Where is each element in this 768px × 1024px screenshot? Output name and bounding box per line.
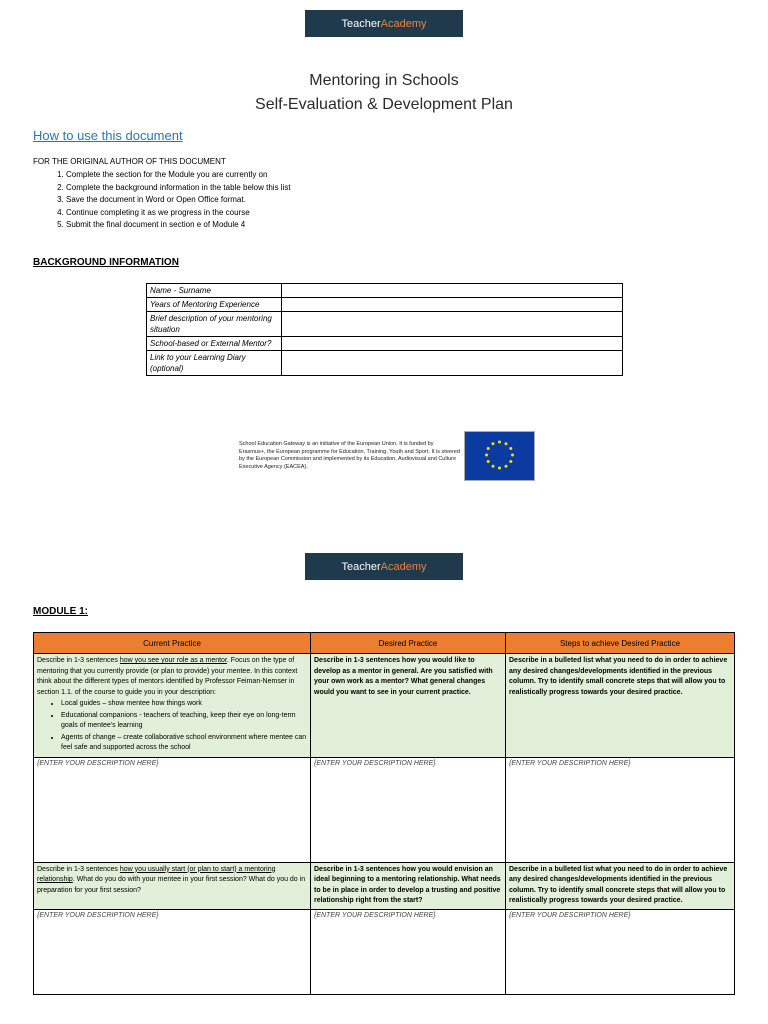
list-item: 1. Complete the section for the Module you are currently on [66, 169, 291, 182]
entry-cell[interactable]: {ENTER YOUR DESCRIPTION HERE} [311, 757, 506, 862]
entry-cell[interactable]: {ENTER YOUR DESCRIPTION HERE} [506, 757, 735, 862]
table-row [147, 337, 623, 351]
list-item: • Local guides – show mentee how things work [61, 699, 307, 710]
eu-funding-text: School Education Gateway is an initiative of the European Union. It is funded by Erasmus+, the European programme for Education, Training, Youth and Sport. It is steered by the European Commission and implemented by its Education, Audiovisual and Culture Executive Agency (EACEA). [239, 441, 460, 470]
table-cell-label: Name - Surname [147, 284, 282, 298]
table-cell-input[interactable] [282, 312, 623, 337]
entry-cell[interactable]: {ENTER YOUR DESCRIPTION HERE} [506, 909, 735, 994]
column-header: Steps to achieve Desired Practice [506, 633, 735, 654]
column-header: Desired Practice [311, 633, 506, 654]
module-heading: MODULE 1: [33, 606, 88, 617]
table-row [34, 654, 735, 758]
mentor-types-list [37, 699, 307, 754]
table-row [34, 909, 735, 994]
how-to-use-link[interactable]: How to use this document [33, 128, 183, 143]
table-cell-label: School-based or External Mentor? [147, 337, 282, 351]
table-header-row [34, 633, 735, 654]
table-row [147, 312, 623, 337]
table-cell-label: Brief description of your mentoring situation [147, 312, 282, 337]
entry-cell[interactable]: {ENTER YOUR DESCRIPTION HERE} [311, 909, 506, 994]
column-header: Current Practice [34, 633, 311, 654]
instruction-cell: Describe in 1-3 sentences how you would envision an ideal beginning to a mentoring relationship. What needs to be in place in order to develop a trusting and positive relationship right from the start? [311, 862, 506, 909]
instruction-cell: Describe in a bulleted list what you need to do in order to achieve any desired changes/developments identified in the previous column. Try to identify small concrete steps that will allow you to realistically progress towards your desired practice. [506, 862, 735, 909]
list-item: • Agents of change – create collaborative school environment where mentee can feel safe and supported across the school [61, 733, 307, 754]
instructions-list [48, 169, 291, 232]
instruction-cell: Describe in 1-3 sentences how you usually start (or plan to start) a mentoring relationship. What do you do with your mentee in your first session? What do you do in preparation for your first session? [34, 862, 311, 909]
instruction-cell: Describe in 1-3 sentences how you see your role as a mentor. Focus on the type of mentoring that you currently provide (or plan to provide) your mentee. In this context think about the different types of mentors identified by Professor Feiman-Nemser in section 1.1. of the course to guide you in your description: • Local guides – show mentee how things work • Educational companions - teachers of teaching, keep their eye on long-term goals of mentee's learning • Agents of change – create collaborative school environment where mentee can feel safe and supported across the school [34, 654, 311, 758]
module-table [33, 632, 735, 995]
table-cell-label: Link to your Learning Diary (optional) [147, 351, 282, 376]
author-heading: FOR THE ORIGINAL AUTHOR OF THIS DOCUMENT [33, 157, 226, 166]
table-row [147, 351, 623, 376]
list-item: 3. Save the document in Word or Open Office format. [66, 194, 291, 207]
table-cell-input[interactable] [282, 284, 623, 298]
entry-cell[interactable]: {ENTER YOUR DESCRIPTION HERE} [34, 757, 311, 862]
eu-flag-icon [464, 431, 535, 481]
list-item: 2. Complete the background information in the table below this list [66, 182, 291, 195]
background-heading: BACKGROUND INFORMATION [33, 257, 179, 268]
list-item: • Educational companions - teachers of teaching, keep their eye on long-term goals of mentee's learning [61, 711, 307, 732]
eu-stars-icon [465, 432, 534, 480]
entry-cell[interactable]: {ENTER YOUR DESCRIPTION HERE} [34, 909, 311, 994]
teacher-academy-logo: Teacher Academy [305, 553, 463, 580]
list-item: 4. Continue completing it as we progress in the course [66, 207, 291, 220]
list-item: 5. Submit the final document in section e of Module 4 [66, 219, 291, 232]
table-cell-input[interactable] [282, 298, 623, 312]
background-table [146, 283, 623, 376]
table-cell-label: Years of Mentoring Experience [147, 298, 282, 312]
instruction-cell: Describe in 1-3 sentences how you would like to develop as a mentor in general. Are you satisfied with your own work as a mentor? What general changes would you want to see in your current practice. [311, 654, 506, 758]
instruction-cell: Describe in a bulleted list what you need to do in order to achieve any desired changes/developments identified in the previous column. Try to identify small concrete steps that will allow you to realistically progress towards your desired practice. [506, 654, 735, 758]
teacher-academy-logo: Teacher Academy [305, 10, 463, 37]
table-row [147, 284, 623, 298]
table-row [34, 862, 735, 909]
table-cell-input[interactable] [282, 337, 623, 351]
table-row [34, 757, 735, 862]
table-row [147, 298, 623, 312]
table-cell-input[interactable] [282, 351, 623, 376]
document-title: Mentoring in Schools Self-Evaluation & Development Plan [255, 72, 513, 113]
